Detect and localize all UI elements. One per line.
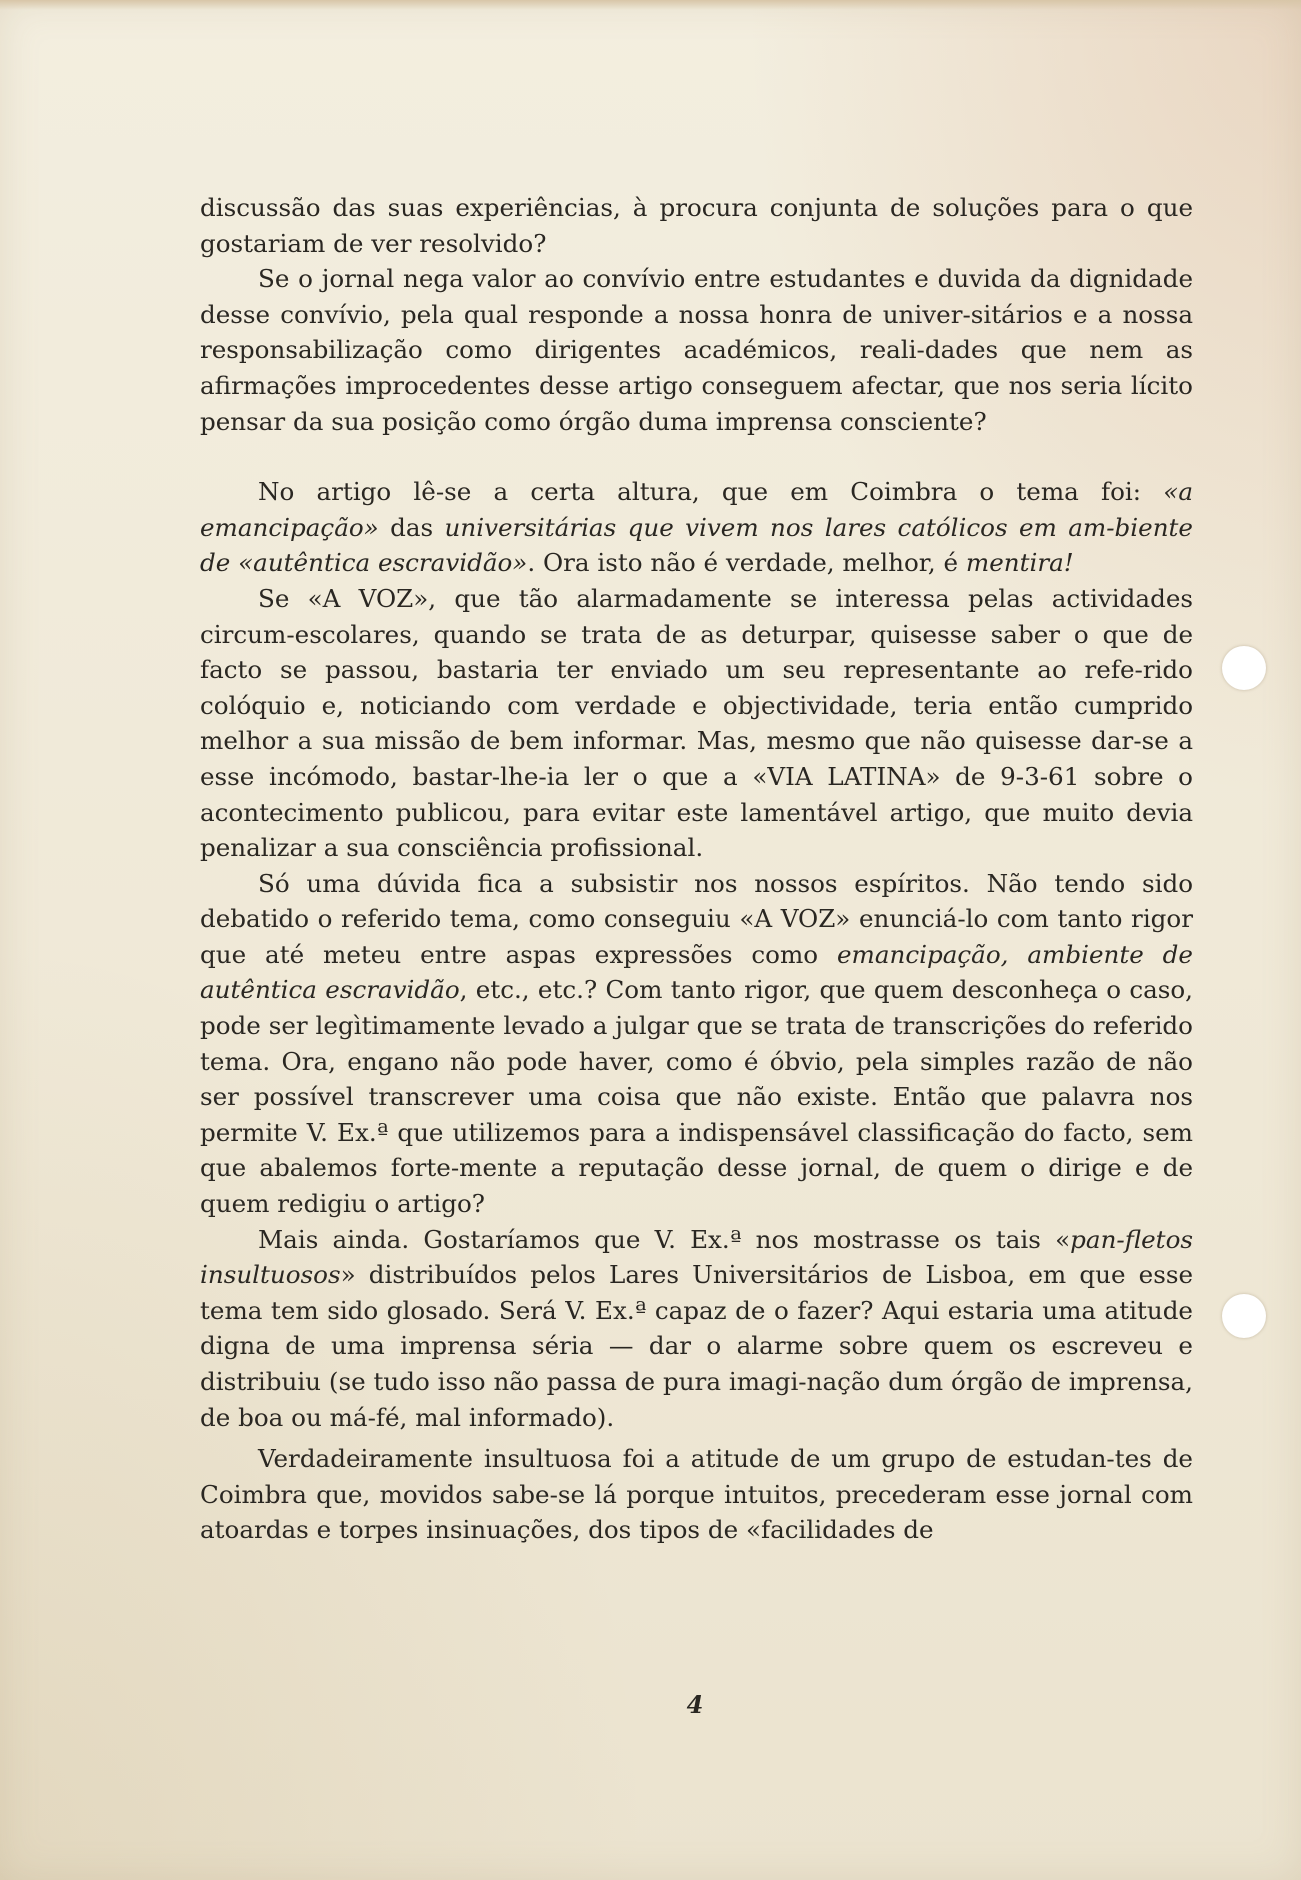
paragraph: Mais ainda. Gostaríamos que V. Ex.ª nos mostrasse os tais «pan-fletos insultuosos» distribuídos pelos Lares Universitários de Lisboa, em que esse tema tem sido glosado. Será V. Ex.ª capaz de o fazer? Aqui estaria uma atitude digna de uma imprensa séria — dar o alarme sobre quem os escreveu e distribuiu (se tudo isso não passa de pura imagi-nação dum órgão de imprensa, de boa ou má-fé, mal informado). [200, 1224, 1193, 1432]
paper-top-edge [0, 0, 1301, 10]
page-number: 4 [686, 1690, 704, 1719]
paragraph: Só uma dúvida fica a subsistir nos nossos espíritos. Não tendo sido debatido o referido tema, como conseguiu «A VOZ» enunciá-lo com tanto rigor que até meteu entre aspas expressões como emancipação, ambiente de autêntica escravidão, etc., etc.? Com tanto rigor, que quem desconheça o caso, pode ser legìtimamente levado a julgar que se trata de transcrições do referido tema. Ora, engano não pode haver, como é óbvio, pela simples razão de não ser possível transcrever uma coisa que não existe. Então que palavra nos permite V. Ex.ª que utilizemos para a indispensável classificação do facto, sem que abalemos forte-mente a reputação desse jornal, de quem o dirige e de quem redigiu o artigo? [200, 868, 1193, 1219]
body-text [200, 190, 1193, 1548]
paragraph: No artigo lê-se a certa altura, que em Coimbra o tema foi: «a emancipação» das universitárias que vivem nos lares católicos em am-biente de «autêntica escravidão». Ora isto não é verdade, melhor, é mentira! [200, 477, 1193, 578]
paragraph: discussão das suas experiências, à procura conjunta de soluções para o que gostariam de ver resolvido? [200, 193, 1193, 258]
punch-hole [1222, 646, 1266, 690]
paragraph: Verdadeiramente insultuosa foi a atitude de um grupo de estudan-tes de Coimbra que, movidos sabe-se lá porque intuitos, precederam esse jornal com atoardas e torpes insinuações, dos tipos de «facilidades de [200, 1444, 1193, 1545]
punch-hole [1222, 1294, 1266, 1338]
paragraph: Se o jornal nega valor ao convívio entre estudantes e duvida da dignidade desse convívio, pela qual responde a nossa honra de univer-sitários e a nossa responsabilização como dirigentes académicos, reali-dades que nem as afirmações improcedentes desse artigo conseguem afectar, que nos seria lícito pensar da sua posição como órgão duma imprensa consciente? [200, 264, 1193, 436]
paragraph: Se «A VOZ», que tão alarmadamente se interessa pelas actividades circum-escolares, quando se trata de as deturpar, quisesse saber o que de facto se passou, bastaria ter enviado um seu representante ao refe-rido colóquio e, noticiando com verdade e objectividade, teria então cumprido melhor a sua missão de bem informar. Mas, mesmo que não quisesse dar-se a esse incómodo, bastar-lhe-ia ler o que a «VIA LATINA» de 9-3-61 sobre o acontecimento publicou, para evitar este lamentável artigo, que muito devia penalizar a sua consciência profissional. [200, 583, 1193, 863]
